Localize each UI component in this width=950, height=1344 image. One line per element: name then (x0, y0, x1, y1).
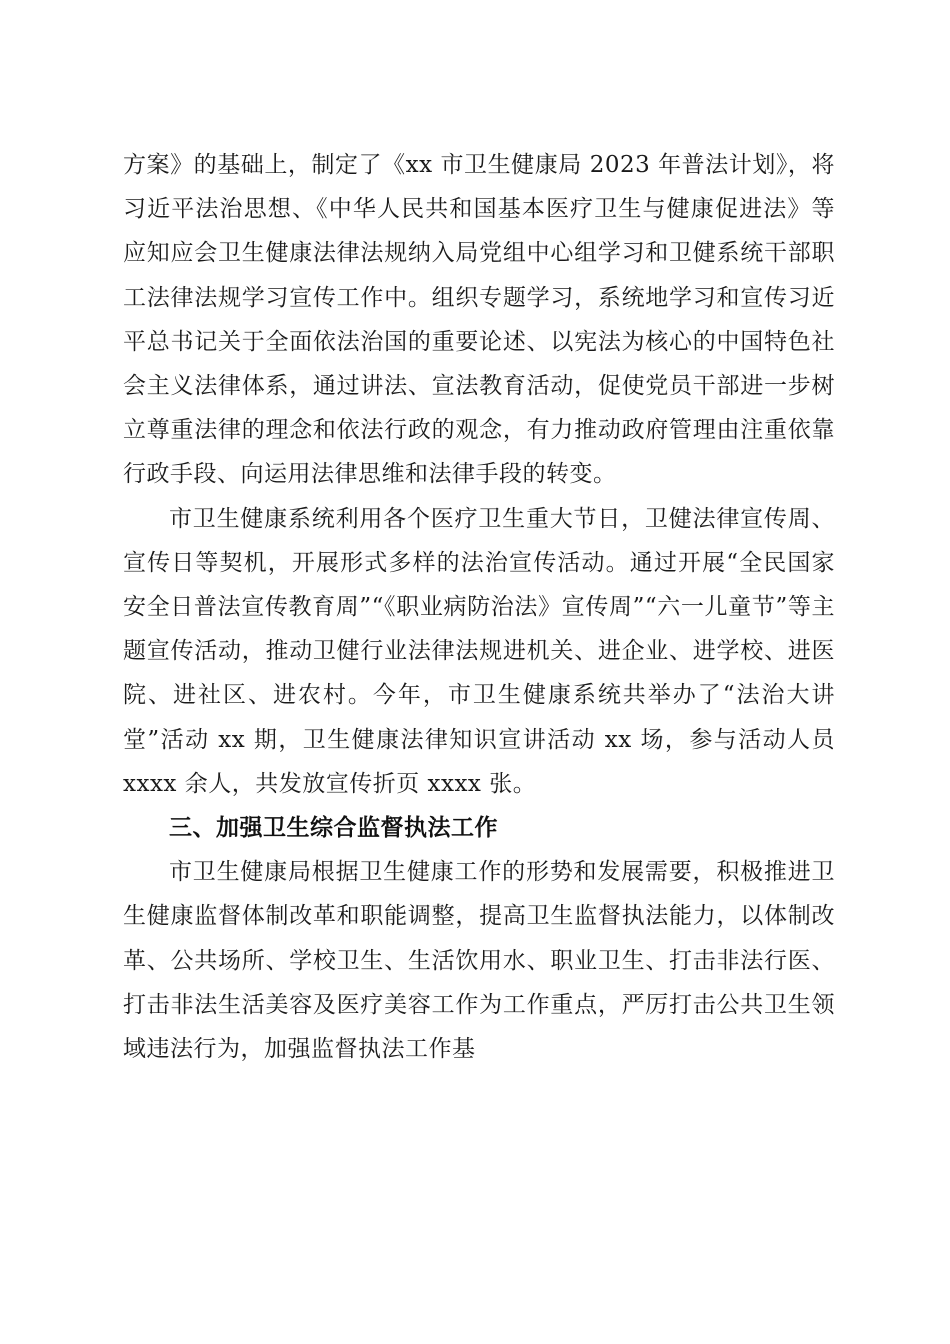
document-body (123, 143, 835, 1071)
body-paragraph-continuation: 方案》的基础上，制定了《xx 市卫生健康局 2023 年普法计划》，将习近平法治思想、《中华人民共和国基本医疗卫生与健康促进法》等应知应会卫生健康法律法规纳入局党组中心组学习和卫健系统干部职工法律法规学习宣传工作中。组织专题学习，系统地学习和宣传习近平总书记关于全面依法治国的重要论述、以宪法为核心的中国特色社会主义法律体系，通过讲法、宣法教育活动，促使党员干部进一步树立尊重法律的理念和依法行政的观念，有力推动政府管理由注重依靠行政手段、向运用法律思维和法律手段的转变。 (123, 152, 835, 488)
body-paragraph-publicity: 市卫生健康系统利用各个医疗卫生重大节日，卫健法律宣传周、宣传日等契机，开展形式多样的法治宣传活动。通过开展“全民国家安全日普法宣传教育周”“《职业病防治法》宣传周”“六一儿童节”等主题宣传活动，推动卫健行业法律法规进机关、进企业、进学校、进医院、进社区、进农村。今年，市卫生健康系统共举办了“法治大讲堂”活动 xx 期，卫生健康法律知识宣讲活动 xx 场，参与活动人员 xxxx 余人，共发放宣传折页 xxxx 张。 (123, 505, 835, 797)
body-paragraph-supervision: 市卫生健康局根据卫生健康工作的形势和发展需要，积极推进卫生健康监督体制改革和职能调整，提高卫生监督执法能力，以体制改革、公共场所、学校卫生、生活饮用水、职业卫生、打击非法行医、打击非法生活美容及医疗美容工作为工作重点，严厉打击公共卫生领域违法行为，加强监督执法工作基 (123, 859, 835, 1063)
section-heading-supervision: 三、加强卫生综合监督执法工作 (169, 815, 498, 842)
